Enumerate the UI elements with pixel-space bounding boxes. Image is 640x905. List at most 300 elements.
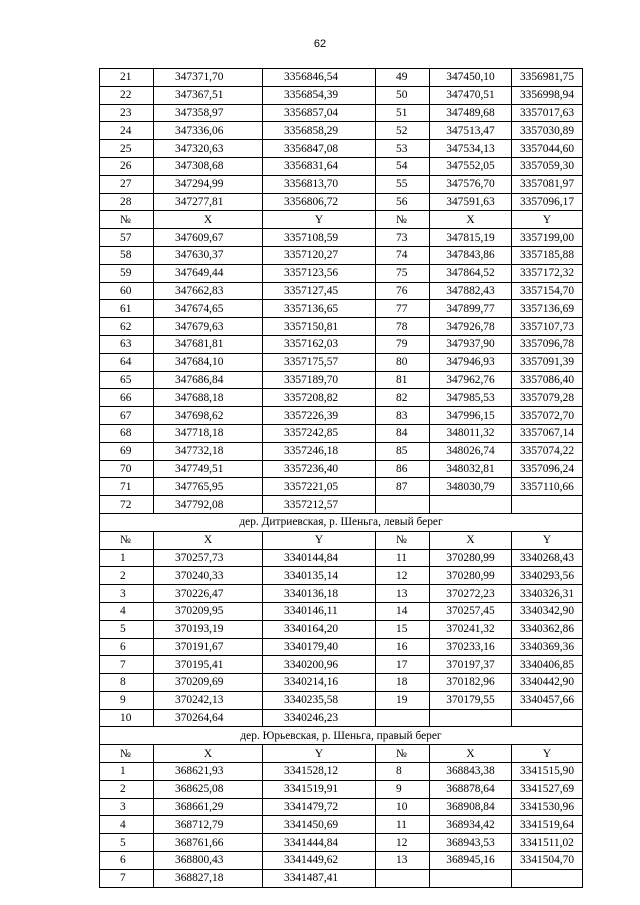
point-number: 11 bbox=[376, 549, 430, 567]
x-value: 368934,42 bbox=[430, 816, 512, 834]
x-value: 347308,68 bbox=[154, 157, 263, 175]
table-row bbox=[100, 674, 583, 692]
point-number: 10 bbox=[100, 709, 154, 727]
y-value: 3357189,70 bbox=[263, 371, 376, 389]
point-number: 70 bbox=[100, 460, 154, 478]
column-header-y: Y bbox=[263, 745, 376, 763]
x-value: 347765,95 bbox=[154, 478, 263, 496]
x-value: 368800,43 bbox=[154, 852, 263, 870]
x-value: 368878,64 bbox=[430, 780, 512, 798]
point-number: 1 bbox=[100, 549, 154, 567]
page-number: 62 bbox=[313, 38, 327, 50]
point-number: 69 bbox=[100, 442, 154, 460]
y-value: 3340406,85 bbox=[512, 656, 583, 674]
x-value: 368908,84 bbox=[430, 798, 512, 816]
y-value: 3340369,36 bbox=[512, 638, 583, 656]
point-number: 52 bbox=[376, 122, 430, 140]
table-row bbox=[100, 780, 583, 798]
table-row bbox=[100, 567, 583, 585]
section-title-row bbox=[100, 513, 583, 531]
table-row bbox=[100, 86, 583, 104]
x-value: 347513,47 bbox=[430, 122, 512, 140]
y-value: 3341528,12 bbox=[263, 763, 376, 781]
y-value: 3341444,84 bbox=[263, 834, 376, 852]
x-value: 347815,19 bbox=[430, 229, 512, 247]
y-value: 3357120,27 bbox=[263, 246, 376, 264]
x-value: 347591,63 bbox=[430, 193, 512, 211]
x-value: 347962,76 bbox=[430, 371, 512, 389]
y-value: 3357123,56 bbox=[263, 264, 376, 282]
x-value: 368621,93 bbox=[154, 763, 263, 781]
x-value: 347843,86 bbox=[430, 246, 512, 264]
y-value: 3340293,56 bbox=[512, 567, 583, 585]
point-number bbox=[376, 869, 430, 887]
table-row bbox=[100, 264, 583, 282]
y-value: 3357072,70 bbox=[512, 407, 583, 425]
y-value: 3357172,32 bbox=[512, 264, 583, 282]
table-row bbox=[100, 229, 583, 247]
table-row bbox=[100, 709, 583, 727]
point-number: 3 bbox=[100, 798, 154, 816]
y-value: 3341519,64 bbox=[512, 816, 583, 834]
y-value: 3341511,02 bbox=[512, 834, 583, 852]
y-value: 3340214,16 bbox=[263, 674, 376, 692]
x-value bbox=[430, 869, 512, 887]
x-value: 347336,06 bbox=[154, 122, 263, 140]
point-number: 58 bbox=[100, 246, 154, 264]
column-header-num: № bbox=[100, 745, 154, 763]
y-value: 3357107,73 bbox=[512, 318, 583, 336]
table-row bbox=[100, 549, 583, 567]
y-value: 3357136,69 bbox=[512, 300, 583, 318]
point-number: 87 bbox=[376, 478, 430, 496]
x-value: 347681,81 bbox=[154, 335, 263, 353]
column-header-x: X bbox=[154, 211, 263, 229]
x-value: 347946,93 bbox=[430, 353, 512, 371]
x-value: 347686,84 bbox=[154, 371, 263, 389]
column-header-row bbox=[100, 531, 583, 549]
x-value: 370241,32 bbox=[430, 620, 512, 638]
x-value: 368945,16 bbox=[430, 852, 512, 870]
y-value: 3357030,89 bbox=[512, 122, 583, 140]
column-header-y: Y bbox=[512, 211, 583, 229]
point-number: 12 bbox=[376, 834, 430, 852]
x-value: 348011,32 bbox=[430, 424, 512, 442]
point-number: 73 bbox=[376, 229, 430, 247]
point-number: 67 bbox=[100, 407, 154, 425]
x-value: 347649,44 bbox=[154, 264, 263, 282]
point-number: 75 bbox=[376, 264, 430, 282]
y-value: 3357185,88 bbox=[512, 246, 583, 264]
x-value: 347371,70 bbox=[154, 69, 263, 87]
y-value: 3341479,72 bbox=[263, 798, 376, 816]
x-value: 347552,05 bbox=[430, 157, 512, 175]
y-value: 3357108,59 bbox=[263, 229, 376, 247]
point-number: 22 bbox=[100, 86, 154, 104]
point-number: 57 bbox=[100, 229, 154, 247]
point-number: 14 bbox=[376, 602, 430, 620]
x-value: 370257,73 bbox=[154, 549, 263, 567]
table-row bbox=[100, 602, 583, 620]
y-value: 3356998,94 bbox=[512, 86, 583, 104]
point-number: 10 bbox=[376, 798, 430, 816]
x-value: 370191,67 bbox=[154, 638, 263, 656]
table-row bbox=[100, 798, 583, 816]
table-row bbox=[100, 763, 583, 781]
x-value: 370209,69 bbox=[154, 674, 263, 692]
y-value: 3356854,39 bbox=[263, 86, 376, 104]
point-number: 15 bbox=[376, 620, 430, 638]
x-value: 348030,79 bbox=[430, 478, 512, 496]
y-value: 3341449,62 bbox=[263, 852, 376, 870]
point-number: 84 bbox=[376, 424, 430, 442]
y-value: 3357136,65 bbox=[263, 300, 376, 318]
table-row bbox=[100, 869, 583, 887]
y-value: 3341527,69 bbox=[512, 780, 583, 798]
point-number: 9 bbox=[376, 780, 430, 798]
table-row bbox=[100, 691, 583, 709]
x-value: 347792,08 bbox=[154, 496, 263, 514]
table-row bbox=[100, 193, 583, 211]
point-number: 13 bbox=[376, 585, 430, 603]
coordinates-table bbox=[99, 68, 583, 888]
y-value: 3340342,90 bbox=[512, 602, 583, 620]
table-row bbox=[100, 122, 583, 140]
x-value: 347698,62 bbox=[154, 407, 263, 425]
y-value: 3340362,86 bbox=[512, 620, 583, 638]
column-header-num: № bbox=[100, 531, 154, 549]
y-value bbox=[512, 496, 583, 514]
x-value: 348032,81 bbox=[430, 460, 512, 478]
x-value: 347450,10 bbox=[430, 69, 512, 87]
x-value: 370264,64 bbox=[154, 709, 263, 727]
point-number: 82 bbox=[376, 389, 430, 407]
y-value: 3356806,72 bbox=[263, 193, 376, 211]
x-value: 347996,15 bbox=[430, 407, 512, 425]
x-value: 347899,77 bbox=[430, 300, 512, 318]
y-value: 3356858,29 bbox=[263, 122, 376, 140]
point-number: 54 bbox=[376, 157, 430, 175]
y-value: 3357246,18 bbox=[263, 442, 376, 460]
column-header-y: Y bbox=[263, 531, 376, 549]
x-value: 368625,08 bbox=[154, 780, 263, 798]
point-number: 53 bbox=[376, 140, 430, 158]
point-number: 27 bbox=[100, 175, 154, 193]
x-value: 347684,10 bbox=[154, 353, 263, 371]
column-header-row bbox=[100, 745, 583, 763]
y-value: 3357212,57 bbox=[263, 496, 376, 514]
x-value: 370280,99 bbox=[430, 549, 512, 567]
table-row bbox=[100, 638, 583, 656]
section-title: дер. Юрьевская, р. Шеньга, правый берег bbox=[100, 727, 583, 745]
y-value: 3340135,14 bbox=[263, 567, 376, 585]
y-value: 3357096,17 bbox=[512, 193, 583, 211]
x-value bbox=[430, 709, 512, 727]
section-title: дер. Дитриевская, р. Шеньга, левый берег bbox=[100, 513, 583, 531]
x-value: 370182,96 bbox=[430, 674, 512, 692]
y-value: 3357110,66 bbox=[512, 478, 583, 496]
point-number: 59 bbox=[100, 264, 154, 282]
x-value: 347732,18 bbox=[154, 442, 263, 460]
point-number: 9 bbox=[100, 691, 154, 709]
table-row bbox=[100, 816, 583, 834]
x-value: 368827,18 bbox=[154, 869, 263, 887]
table-row bbox=[100, 175, 583, 193]
y-value: 3357127,45 bbox=[263, 282, 376, 300]
point-number: 51 bbox=[376, 104, 430, 122]
x-value: 370179,55 bbox=[430, 691, 512, 709]
point-number: 13 bbox=[376, 852, 430, 870]
y-value: 3340235,58 bbox=[263, 691, 376, 709]
y-value: 3356813,70 bbox=[263, 175, 376, 193]
y-value: 3357091,39 bbox=[512, 353, 583, 371]
y-value: 3357059,30 bbox=[512, 157, 583, 175]
y-value bbox=[512, 709, 583, 727]
column-header-row bbox=[100, 211, 583, 229]
y-value: 3356981,75 bbox=[512, 69, 583, 87]
x-value: 347926,78 bbox=[430, 318, 512, 336]
table-row bbox=[100, 424, 583, 442]
point-number: 76 bbox=[376, 282, 430, 300]
x-value: 347749,51 bbox=[154, 460, 263, 478]
y-value bbox=[512, 869, 583, 887]
y-value: 3357150,81 bbox=[263, 318, 376, 336]
point-number: 3 bbox=[100, 585, 154, 603]
point-number: 1 bbox=[100, 763, 154, 781]
y-value: 3340442,90 bbox=[512, 674, 583, 692]
x-value: 368843,38 bbox=[430, 763, 512, 781]
y-value: 3357096,78 bbox=[512, 335, 583, 353]
point-number: 68 bbox=[100, 424, 154, 442]
point-number: 16 bbox=[376, 638, 430, 656]
point-number: 5 bbox=[100, 620, 154, 638]
point-number: 66 bbox=[100, 389, 154, 407]
point-number: 85 bbox=[376, 442, 430, 460]
y-value: 3340146,11 bbox=[263, 602, 376, 620]
y-value: 3356846,54 bbox=[263, 69, 376, 87]
x-value: 348026,74 bbox=[430, 442, 512, 460]
point-number: 8 bbox=[376, 763, 430, 781]
y-value: 3340136,18 bbox=[263, 585, 376, 603]
table-row bbox=[100, 246, 583, 264]
x-value: 370197,37 bbox=[430, 656, 512, 674]
table-row bbox=[100, 69, 583, 87]
x-value: 368761,66 bbox=[154, 834, 263, 852]
x-value: 347662,83 bbox=[154, 282, 263, 300]
x-value bbox=[430, 496, 512, 514]
point-number: 11 bbox=[376, 816, 430, 834]
point-number: 64 bbox=[100, 353, 154, 371]
point-number: 23 bbox=[100, 104, 154, 122]
y-value: 3357017,63 bbox=[512, 104, 583, 122]
y-value: 3357221,05 bbox=[263, 478, 376, 496]
section-title-row bbox=[100, 727, 583, 745]
y-value: 3357154,70 bbox=[512, 282, 583, 300]
table-row bbox=[100, 335, 583, 353]
point-number: 18 bbox=[376, 674, 430, 692]
point-number bbox=[376, 496, 430, 514]
table-row bbox=[100, 104, 583, 122]
point-number: 62 bbox=[100, 318, 154, 336]
x-value: 347534,13 bbox=[430, 140, 512, 158]
y-value: 3357044,60 bbox=[512, 140, 583, 158]
point-number: 63 bbox=[100, 335, 154, 353]
x-value: 347679,63 bbox=[154, 318, 263, 336]
x-value: 347358,97 bbox=[154, 104, 263, 122]
x-value: 347294,99 bbox=[154, 175, 263, 193]
table-row bbox=[100, 496, 583, 514]
point-number: 12 bbox=[376, 567, 430, 585]
point-number: 55 bbox=[376, 175, 430, 193]
x-value: 347470,51 bbox=[430, 86, 512, 104]
point-number: 21 bbox=[100, 69, 154, 87]
table-row bbox=[100, 353, 583, 371]
point-number: 28 bbox=[100, 193, 154, 211]
y-value: 3341519,91 bbox=[263, 780, 376, 798]
y-value: 3357226,39 bbox=[263, 407, 376, 425]
y-value: 3356831,64 bbox=[263, 157, 376, 175]
y-value: 3340268,43 bbox=[512, 549, 583, 567]
point-number: 17 bbox=[376, 656, 430, 674]
point-number: 81 bbox=[376, 371, 430, 389]
y-value: 3357074,22 bbox=[512, 442, 583, 460]
point-number: 72 bbox=[100, 496, 154, 514]
x-value: 370195,41 bbox=[154, 656, 263, 674]
y-value: 3341530,96 bbox=[512, 798, 583, 816]
coordinates-table-body bbox=[100, 69, 583, 888]
point-number: 24 bbox=[100, 122, 154, 140]
table-row bbox=[100, 442, 583, 460]
y-value: 3357096,24 bbox=[512, 460, 583, 478]
y-value: 3357236,40 bbox=[263, 460, 376, 478]
table-row bbox=[100, 620, 583, 638]
x-value: 370193,19 bbox=[154, 620, 263, 638]
point-number: 2 bbox=[100, 567, 154, 585]
point-number: 7 bbox=[100, 869, 154, 887]
column-header-x: X bbox=[430, 211, 512, 229]
x-value: 347937,90 bbox=[430, 335, 512, 353]
point-number: 80 bbox=[376, 353, 430, 371]
y-value: 3357162,03 bbox=[263, 335, 376, 353]
table-row bbox=[100, 478, 583, 496]
x-value: 370233,16 bbox=[430, 638, 512, 656]
x-value: 368661,29 bbox=[154, 798, 263, 816]
x-value: 347609,67 bbox=[154, 229, 263, 247]
x-value: 370242,13 bbox=[154, 691, 263, 709]
x-value: 347277,81 bbox=[154, 193, 263, 211]
table-row bbox=[100, 585, 583, 603]
x-value: 347688,18 bbox=[154, 389, 263, 407]
x-value: 370240,33 bbox=[154, 567, 263, 585]
point-number: 50 bbox=[376, 86, 430, 104]
column-header-x: X bbox=[154, 531, 263, 549]
y-value: 3340246,23 bbox=[263, 709, 376, 727]
point-number bbox=[376, 709, 430, 727]
x-value: 347489,68 bbox=[430, 104, 512, 122]
x-value: 370280,99 bbox=[430, 567, 512, 585]
point-number: 49 bbox=[376, 69, 430, 87]
point-number: 4 bbox=[100, 816, 154, 834]
column-header-num: № bbox=[100, 211, 154, 229]
x-value: 347674,65 bbox=[154, 300, 263, 318]
table-row bbox=[100, 371, 583, 389]
x-value: 347630,37 bbox=[154, 246, 263, 264]
x-value: 368943,53 bbox=[430, 834, 512, 852]
point-number: 25 bbox=[100, 140, 154, 158]
x-value: 370257,45 bbox=[430, 602, 512, 620]
y-value: 3356847,08 bbox=[263, 140, 376, 158]
column-header-y: Y bbox=[512, 745, 583, 763]
x-value: 347320,63 bbox=[154, 140, 263, 158]
point-number: 8 bbox=[100, 674, 154, 692]
x-value: 368712,79 bbox=[154, 816, 263, 834]
y-value: 3340326,31 bbox=[512, 585, 583, 603]
table-row bbox=[100, 140, 583, 158]
column-header-y: Y bbox=[263, 211, 376, 229]
y-value: 3341515,90 bbox=[512, 763, 583, 781]
y-value: 3357067,14 bbox=[512, 424, 583, 442]
table-row bbox=[100, 656, 583, 674]
table-row bbox=[100, 157, 583, 175]
point-number: 2 bbox=[100, 780, 154, 798]
table-row bbox=[100, 282, 583, 300]
x-value: 347367,51 bbox=[154, 86, 263, 104]
y-value: 3340457,66 bbox=[512, 691, 583, 709]
y-value: 3357081,97 bbox=[512, 175, 583, 193]
column-header-x: X bbox=[430, 745, 512, 763]
y-value: 3341504,70 bbox=[512, 852, 583, 870]
x-value: 347718,18 bbox=[154, 424, 263, 442]
point-number: 83 bbox=[376, 407, 430, 425]
point-number: 74 bbox=[376, 246, 430, 264]
x-value: 347576,70 bbox=[430, 175, 512, 193]
point-number: 19 bbox=[376, 691, 430, 709]
table-row bbox=[100, 318, 583, 336]
x-value: 370272,23 bbox=[430, 585, 512, 603]
y-value: 3357199,00 bbox=[512, 229, 583, 247]
table-row bbox=[100, 407, 583, 425]
point-number: 6 bbox=[100, 852, 154, 870]
table-row bbox=[100, 389, 583, 407]
y-value: 3356857,04 bbox=[263, 104, 376, 122]
y-value: 3340144,84 bbox=[263, 549, 376, 567]
point-number: 71 bbox=[100, 478, 154, 496]
point-number: 65 bbox=[100, 371, 154, 389]
y-value: 3341487,41 bbox=[263, 869, 376, 887]
y-value: 3340179,40 bbox=[263, 638, 376, 656]
point-number: 26 bbox=[100, 157, 154, 175]
point-number: 5 bbox=[100, 834, 154, 852]
point-number: 86 bbox=[376, 460, 430, 478]
y-value: 3357242,85 bbox=[263, 424, 376, 442]
table-row bbox=[100, 460, 583, 478]
column-header-num: № bbox=[376, 531, 430, 549]
y-value: 3357086,40 bbox=[512, 371, 583, 389]
column-header-num: № bbox=[376, 211, 430, 229]
point-number: 56 bbox=[376, 193, 430, 211]
y-value: 3357175,57 bbox=[263, 353, 376, 371]
table-row bbox=[100, 834, 583, 852]
y-value: 3357079,28 bbox=[512, 389, 583, 407]
column-header-x: X bbox=[430, 531, 512, 549]
x-value: 370226,47 bbox=[154, 585, 263, 603]
point-number: 61 bbox=[100, 300, 154, 318]
point-number: 6 bbox=[100, 638, 154, 656]
x-value: 370209,95 bbox=[154, 602, 263, 620]
point-number: 78 bbox=[376, 318, 430, 336]
x-value: 347985,53 bbox=[430, 389, 512, 407]
point-number: 7 bbox=[100, 656, 154, 674]
